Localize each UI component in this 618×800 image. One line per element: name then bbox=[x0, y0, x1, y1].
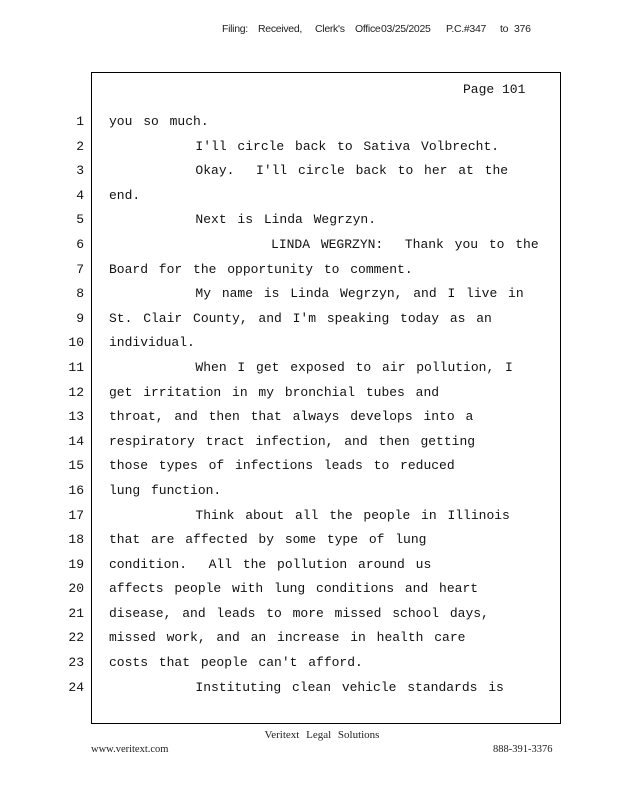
transcript-line: I'll circle back to Sativa Volbrecht. bbox=[109, 138, 500, 154]
transcript-line: Board for the opportunity to comment. bbox=[109, 261, 413, 277]
clerks-label: Clerk's bbox=[315, 23, 345, 35]
line-number: 11 bbox=[68, 359, 84, 375]
transcript-line: costs that people can't afford. bbox=[109, 655, 363, 671]
line-number: 7 bbox=[76, 261, 84, 277]
line-number: 8 bbox=[76, 286, 84, 302]
line-number: 5 bbox=[76, 212, 84, 228]
line-number: 22 bbox=[68, 630, 84, 646]
transcript-line: missed work, and an increase in health care bbox=[109, 630, 466, 646]
transcript-line: disease, and leads to more missed school days, bbox=[109, 605, 489, 621]
transcript-line: St. Clair County, and I'm speaking today as an bbox=[109, 310, 492, 326]
line-number: 13 bbox=[68, 409, 84, 425]
transcript-line: you so much. bbox=[109, 114, 209, 129]
page-count: 376 bbox=[514, 23, 531, 35]
filing-header bbox=[222, 23, 534, 35]
office-label: Office bbox=[355, 23, 381, 35]
transcript-line: When I get exposed to air pollution, I bbox=[109, 359, 513, 375]
transcript-line: Next is Linda Wegrzyn. bbox=[109, 212, 377, 228]
line-number: 18 bbox=[68, 532, 84, 548]
line-number: 6 bbox=[76, 236, 84, 252]
pc-number: P.C.#347 bbox=[446, 23, 487, 35]
line-number: 16 bbox=[68, 482, 84, 498]
transcript-line: condition. All the pollution around us bbox=[109, 556, 432, 572]
transcript-line: Okay. I'll circle back to her at the bbox=[109, 163, 509, 179]
transcript-line: affects people with lung conditions and heart bbox=[109, 581, 479, 597]
transcript-line: LINDA WEGRZYN: Thank you to the bbox=[109, 236, 539, 252]
line-number: 23 bbox=[68, 655, 84, 671]
transcript-line: that are affected by some type of lung bbox=[109, 532, 427, 548]
line-number: 15 bbox=[68, 458, 84, 474]
line-number: 10 bbox=[68, 335, 84, 351]
transcript-line: end. bbox=[109, 187, 141, 203]
transcript-line: My name is Linda Wegrzyn, and I live in bbox=[109, 286, 524, 302]
received-label: Received, bbox=[258, 23, 302, 35]
transcript-line: individual. bbox=[109, 335, 195, 351]
line-number: 4 bbox=[76, 187, 84, 203]
transcript-line: throat, and then that always develops into a bbox=[109, 409, 474, 425]
line-number: 9 bbox=[76, 310, 84, 326]
to-label: to bbox=[500, 23, 509, 35]
line-number: 2 bbox=[76, 138, 84, 154]
transcript-line: those types of infections leads to reduced bbox=[109, 458, 455, 474]
footer-company: Veritext Legal Solutions bbox=[264, 729, 380, 741]
line-number: 24 bbox=[68, 679, 84, 695]
line-number: 14 bbox=[68, 433, 84, 449]
line-number: 1 bbox=[76, 114, 84, 129]
filing-date: 03/25/2025 bbox=[381, 23, 431, 35]
filing-label: Filing: bbox=[222, 23, 248, 35]
line-number: 21 bbox=[68, 605, 84, 621]
transcript-line: Instituting clean vehicle standards is bbox=[109, 679, 504, 695]
transcript-line: lung function. bbox=[109, 482, 222, 498]
line-number: 17 bbox=[68, 507, 84, 523]
line-number: 19 bbox=[68, 556, 84, 572]
transcript-line: get irritation in my bronchial tubes and bbox=[109, 384, 440, 400]
transcript-line: Think about all the people in Illinois bbox=[109, 507, 510, 523]
transcript-text bbox=[109, 112, 549, 702]
transcript-line: respiratory tract infection, and then getting bbox=[109, 433, 476, 449]
line-number-column bbox=[62, 112, 84, 702]
page-number: Page 101 bbox=[463, 82, 526, 97]
line-number: 20 bbox=[68, 581, 84, 597]
footer-phone: 888-391-3376 bbox=[493, 744, 553, 755]
footer-website: www.veritext.com bbox=[91, 744, 169, 755]
line-number: 3 bbox=[76, 163, 84, 179]
line-number: 12 bbox=[68, 384, 84, 400]
